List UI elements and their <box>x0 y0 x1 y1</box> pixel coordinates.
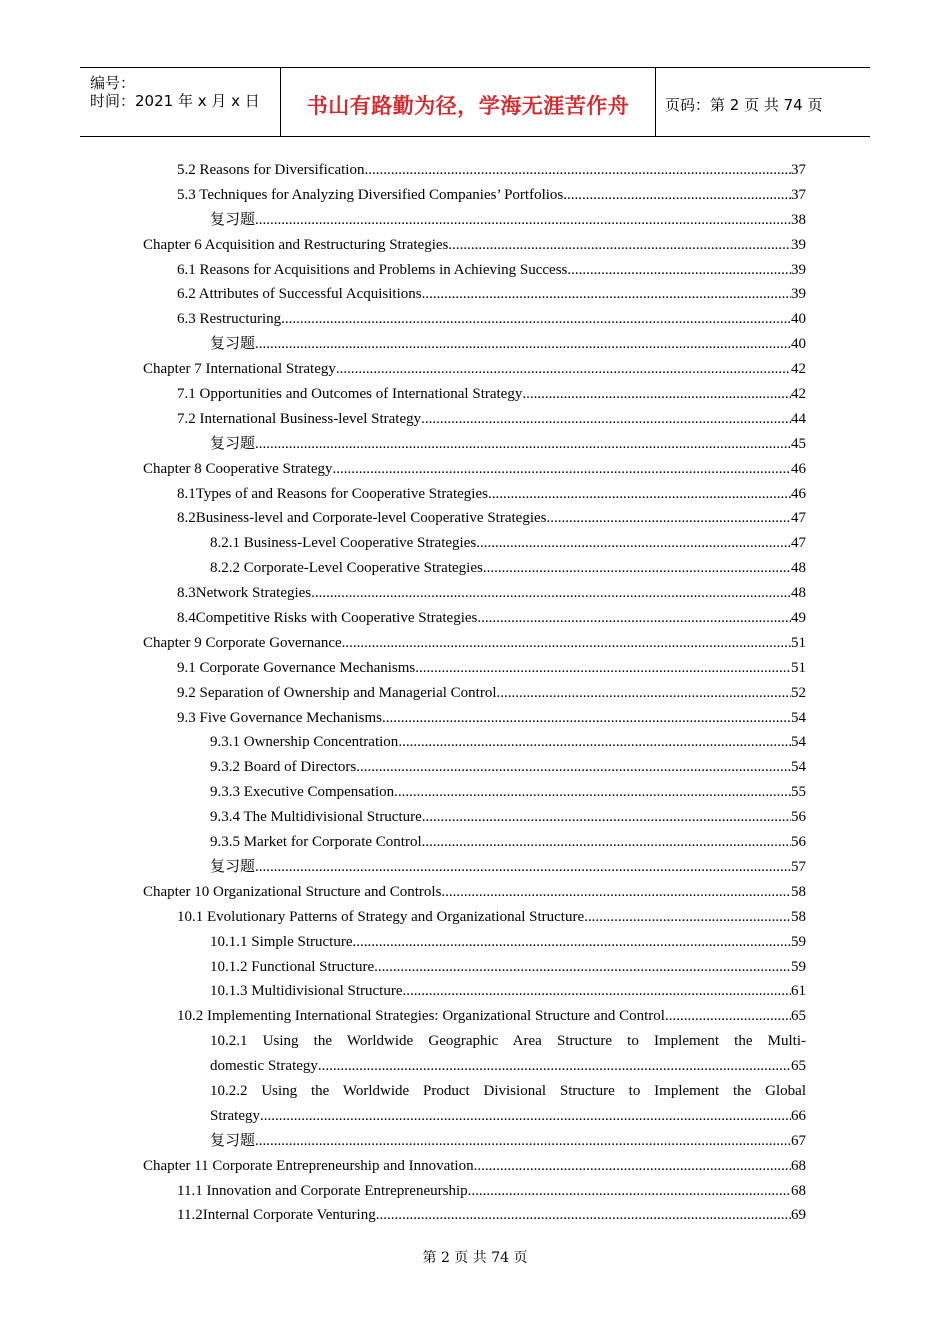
toc-entry[interactable] <box>143 905 806 930</box>
toc-entry-title: Chapter 6 Acquisition and Restructuring Strategies <box>143 236 449 253</box>
toc-leader-dots <box>260 1104 791 1129</box>
toc-entry-page: 51 <box>791 634 806 651</box>
toc-entry[interactable] <box>143 556 806 581</box>
toc-entry[interactable] <box>143 581 806 606</box>
toc-entry[interactable] <box>143 706 806 731</box>
time-label: 时间：2021 年 x 月 x 日 <box>90 92 260 110</box>
toc-entry-title: 9.3.4 The Multidivisional Structure <box>210 809 422 826</box>
toc-entry-title: 8.3Network Strategies <box>177 585 312 602</box>
toc-entry-title: 8.1Types of and Reasons for Cooperative Strategies <box>177 485 488 502</box>
toc-entry-continuation <box>210 1054 806 1079</box>
toc-entry-page: 52 <box>791 684 806 701</box>
toc-leader-dots <box>353 930 792 955</box>
toc-leader-dots <box>476 531 791 556</box>
toc-entry-title: 10.1.1 Simple Structure <box>210 933 353 950</box>
toc-entry[interactable] <box>143 208 806 233</box>
toc-leader-dots <box>422 830 791 855</box>
toc-entry-title: Chapter 7 International Strategy <box>143 361 336 378</box>
toc-entry-title: 11.2Internal Corporate Venturing <box>177 1207 376 1224</box>
toc-entry-page: 44 <box>791 410 806 427</box>
toc-entry-title: Chapter 8 Cooperative Strategy <box>143 460 333 477</box>
toc-leader-dots <box>382 706 791 731</box>
toc-leader-dots <box>477 606 791 631</box>
toc-leader-dots <box>255 332 791 357</box>
toc-entry-title: 5.2 Reasons for Diversification <box>177 162 365 178</box>
toc-entry-page: 48 <box>791 560 806 577</box>
toc-entry-title: 6.2 Attributes of Successful Acquisitions <box>177 286 422 303</box>
toc-entry[interactable] <box>143 930 806 955</box>
toc-entry-title: 10.1 Evolutionary Patterns of Strategy and Organizational Structure <box>177 908 585 925</box>
toc-entry[interactable] <box>143 1203 806 1228</box>
toc-entry-page: 56 <box>791 834 806 851</box>
header-motto-cell <box>280 68 656 136</box>
toc-entry-title: 复习题 <box>210 1132 256 1149</box>
number-label: 编号： <box>90 74 136 92</box>
toc-entry-title: 8.4Competitive Risks with Cooperative Strategies <box>177 610 478 627</box>
toc-entry-title: 复习题 <box>210 435 256 452</box>
toc-entry[interactable] <box>143 780 806 805</box>
toc-entry-page: 39 <box>791 236 806 253</box>
toc-entry-title: 9.1 Corporate Governance Mechanisms <box>177 659 416 676</box>
toc-entry-page: 59 <box>791 958 806 975</box>
toc-entry-title: 9.3.1 Ownership Concentration <box>210 734 399 751</box>
toc-entry-title: 5.3 Techniques for Analyzing Diversified Companies’ Portfolios <box>177 186 564 203</box>
toc-entry-page: 58 <box>791 883 806 900</box>
toc-entry[interactable] <box>143 606 806 631</box>
toc-entry[interactable] <box>143 830 806 855</box>
toc-entry[interactable] <box>143 755 806 780</box>
toc-entry-title: 10.2.1 Using the Worldwide Geographic Area Structure to Implement the Multi- <box>210 1033 806 1050</box>
toc-entry-page: 67 <box>791 1132 806 1149</box>
toc-entry-title: domestic Strategy <box>210 1058 318 1075</box>
toc-entry[interactable] <box>143 382 806 407</box>
toc-entry-title: 10.2.2 Using the Worldwide Product Divisional Structure to Implement the Global <box>210 1082 806 1099</box>
toc-entry-page: 66 <box>791 1107 806 1124</box>
toc-entry-page: 40 <box>791 311 806 328</box>
toc-leader-dots <box>415 656 791 681</box>
toc-entry-title: 11.1 Innovation and Corporate Entrepreneurship <box>177 1182 468 1199</box>
toc-entry-page: 37 <box>791 162 806 178</box>
toc-leader-dots <box>336 357 791 382</box>
toc-entry-page: 55 <box>791 784 806 801</box>
header-page-cell <box>655 68 870 136</box>
toc-entry[interactable] <box>143 805 806 830</box>
toc-leader-dots <box>483 556 791 581</box>
toc-entry-title: 9.2 Separation of Ownership and Managerial Control <box>177 684 497 701</box>
toc-entry[interactable] <box>143 482 806 507</box>
toc-entry-page: 42 <box>791 386 806 403</box>
toc-entry[interactable] <box>143 1029 806 1079</box>
toc-entry-title: 复习题 <box>210 336 256 353</box>
toc-entry-title: 10.1.2 Functional Structure <box>210 958 375 975</box>
header-motto: 书山有路勤为径，学海无涯苦作舟 <box>306 94 630 118</box>
toc-leader-dots <box>563 183 791 208</box>
toc-leader-dots <box>448 233 791 258</box>
toc-entry[interactable] <box>143 357 806 382</box>
toc-entry[interactable] <box>143 506 806 531</box>
toc-entry-title: 10.1.3 Multidivisional Structure <box>210 983 403 1000</box>
toc-leader-dots <box>584 905 791 930</box>
toc-entry[interactable] <box>143 282 806 307</box>
table-of-contents <box>143 158 806 1228</box>
toc-entry-page: 49 <box>791 610 806 627</box>
toc-entry-page: 40 <box>791 336 806 353</box>
toc-entry[interactable] <box>143 730 806 755</box>
page-footer: 第 2 页 共 74 页 <box>422 1250 528 1266</box>
toc-entry-page: 56 <box>791 809 806 826</box>
toc-entry[interactable] <box>143 531 806 556</box>
toc-entry-title: 6.3 Restructuring <box>177 311 282 328</box>
toc-entry-page: 38 <box>791 211 806 228</box>
toc-leader-dots <box>311 581 791 606</box>
toc-entry[interactable] <box>143 955 806 980</box>
toc-entry-page: 39 <box>791 286 806 303</box>
toc-entry[interactable] <box>143 1154 806 1179</box>
toc-entry[interactable] <box>143 407 806 432</box>
toc-entry-page: 54 <box>791 759 806 776</box>
page-header <box>80 67 870 137</box>
toc-entry-page: 54 <box>791 734 806 751</box>
toc-entry-page: 65 <box>791 1008 806 1025</box>
toc-entry[interactable] <box>143 233 806 258</box>
toc-leader-dots <box>422 282 791 307</box>
toc-entry[interactable] <box>143 183 806 208</box>
toc-entry-title: 8.2.2 Corporate-Level Cooperative Strategies <box>210 560 483 577</box>
toc-entry-title: 8.2.1 Business-Level Cooperative Strategies <box>210 535 477 552</box>
toc-leader-dots <box>488 482 791 507</box>
toc-entry[interactable] <box>143 1079 806 1129</box>
toc-entry-title: 6.1 Reasons for Acquisitions and Problems in Achieving Success <box>177 261 568 278</box>
toc-entry[interactable] <box>143 1179 806 1204</box>
toc-leader-dots <box>422 805 791 830</box>
toc-entry[interactable] <box>143 258 806 283</box>
toc-entry-page: 46 <box>791 460 806 477</box>
toc-leader-dots <box>376 1203 791 1228</box>
toc-leader-dots <box>421 407 791 432</box>
toc-entry-page: 47 <box>791 535 806 552</box>
toc-entry-title: 9.3.5 Market for Corporate Control <box>210 834 422 851</box>
toc-entry-page: 69 <box>791 1207 806 1224</box>
toc-leader-dots <box>468 1179 791 1204</box>
toc-entry[interactable] <box>143 979 806 1004</box>
toc-entry-page: 59 <box>791 933 806 950</box>
toc-leader-dots <box>474 1154 791 1179</box>
toc-leader-dots <box>255 208 791 233</box>
toc-entry-title: 9.3.3 Executive Compensation <box>210 784 395 801</box>
toc-entry-page: 57 <box>791 858 806 875</box>
toc-entry[interactable] <box>143 158 806 183</box>
toc-entry[interactable] <box>143 1004 806 1029</box>
toc-leader-dots <box>255 855 791 880</box>
toc-leader-dots <box>441 880 791 905</box>
toc-entry[interactable] <box>143 656 806 681</box>
toc-leader-dots <box>394 780 791 805</box>
toc-leader-dots <box>398 730 791 755</box>
header-info-cell <box>80 68 280 136</box>
toc-entry-page: 37 <box>791 186 806 203</box>
toc-entry-continuation <box>210 1104 806 1129</box>
toc-entry-title: 复习题 <box>210 858 256 875</box>
toc-entry-page: 54 <box>791 709 806 726</box>
toc-entry-title: 10.2 Implementing International Strategies: Organizational Structure and Control <box>177 1008 665 1025</box>
toc-leader-dots <box>255 1129 791 1154</box>
toc-entry[interactable] <box>143 432 806 457</box>
toc-leader-dots <box>356 755 791 780</box>
toc-entry-title: 7.2 International Business-level Strategy <box>177 410 422 427</box>
toc-leader-dots <box>342 631 791 656</box>
toc-entry-page: 48 <box>791 585 806 602</box>
toc-entry-page: 46 <box>791 485 806 502</box>
toc-entry-page: 61 <box>791 983 806 1000</box>
toc-entry[interactable] <box>143 855 806 880</box>
toc-entry-page: 68 <box>791 1157 806 1174</box>
toc-leader-dots <box>318 1054 791 1079</box>
toc-entry-title: 7.1 Opportunities and Outcomes of International Strategy <box>177 386 523 403</box>
toc-leader-dots <box>374 955 791 980</box>
toc-entry[interactable] <box>143 631 806 656</box>
toc-leader-dots <box>567 258 791 283</box>
toc-entry-page: 68 <box>791 1182 806 1199</box>
toc-entry[interactable] <box>143 681 806 706</box>
toc-leader-dots <box>522 382 791 407</box>
toc-entry-page: 42 <box>791 361 806 378</box>
toc-entry-page: 45 <box>791 435 806 452</box>
toc-entry-title: Chapter 10 Organizational Structure and Controls <box>143 883 442 900</box>
header-page-info: 页码：第 2 页 共 74 页 <box>665 96 823 114</box>
toc-entry-title: 复习题 <box>210 211 256 228</box>
toc-entry-page: 47 <box>791 510 806 527</box>
toc-leader-dots <box>546 506 791 531</box>
toc-entry-page: 58 <box>791 908 806 925</box>
toc-entry-title: Strategy <box>210 1107 260 1124</box>
toc-entry-title: 9.3 Five Governance Mechanisms <box>177 709 382 726</box>
toc-leader-dots <box>497 681 791 706</box>
toc-entry-page: 65 <box>791 1058 806 1075</box>
toc-entry-page: 51 <box>791 659 806 676</box>
toc-leader-dots <box>403 979 792 1004</box>
toc-entry[interactable] <box>143 457 806 482</box>
toc-entry[interactable] <box>143 880 806 905</box>
toc-leader-dots <box>665 1004 791 1029</box>
toc-entry-page: 39 <box>791 261 806 278</box>
toc-entry-title: Chapter 11 Corporate Entrepreneurship and Innovation <box>143 1157 474 1174</box>
toc-entry[interactable] <box>143 332 806 357</box>
toc-entry-title: 8.2Business-level and Corporate-level Cooperative Strategies <box>177 510 547 527</box>
toc-leader-dots <box>281 307 791 332</box>
toc-entry-title: Chapter 9 Corporate Governance <box>143 634 342 651</box>
toc-leader-dots <box>333 457 791 482</box>
toc-entry-title: 9.3.2 Board of Directors <box>210 759 357 776</box>
toc-entry[interactable] <box>143 307 806 332</box>
toc-leader-dots <box>255 432 791 457</box>
toc-leader-dots <box>364 158 791 183</box>
toc-entry[interactable] <box>143 1129 806 1154</box>
